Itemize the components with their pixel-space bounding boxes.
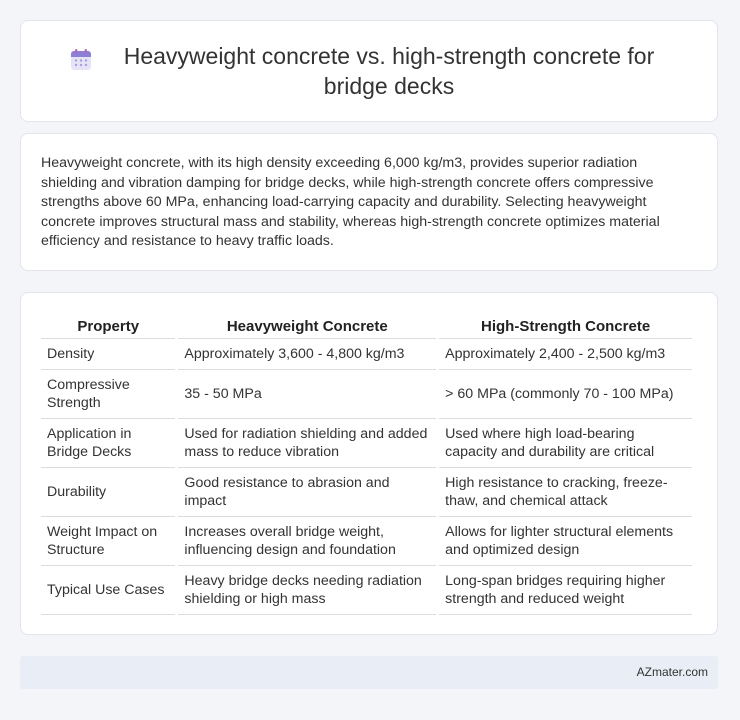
row-high-strength: Long-span bridges requiring higher strength and reduced weight bbox=[439, 566, 692, 615]
table-row bbox=[41, 370, 692, 419]
table-row bbox=[41, 419, 692, 468]
table-row bbox=[41, 566, 692, 615]
row-high-strength: > 60 MPa (commonly 70 - 100 MPa) bbox=[439, 370, 692, 419]
title-card bbox=[20, 20, 718, 122]
row-heavyweight: Good resistance to abrasion and impact bbox=[178, 468, 436, 517]
row-property: Durability bbox=[41, 468, 175, 517]
header-high-strength: High-Strength Concrete bbox=[439, 314, 692, 339]
table-row bbox=[41, 517, 692, 566]
row-heavyweight: Approximately 3,600 - 4,800 kg/m3 bbox=[178, 339, 436, 370]
row-heavyweight: Used for radiation shielding and added mass to reduce vibration bbox=[178, 419, 436, 468]
calendar-icon bbox=[69, 48, 93, 72]
table-header-row bbox=[41, 314, 692, 339]
row-heavyweight: 35 - 50 MPa bbox=[178, 370, 436, 419]
page-title: Heavyweight concrete vs. high-strength concrete for bridge decks bbox=[123, 43, 655, 99]
footer-brand[interactable]: AZmater.com bbox=[636, 665, 708, 679]
comparison-table bbox=[38, 314, 695, 615]
header-heavyweight: Heavyweight Concrete bbox=[178, 314, 436, 339]
row-property: Application in Bridge Decks bbox=[41, 419, 175, 468]
row-property: Compressive Strength bbox=[41, 370, 175, 419]
row-heavyweight: Heavy bridge decks needing radiation shielding or high mass bbox=[178, 566, 436, 615]
summary-text: Heavyweight concrete, with its high density exceeding 6,000 kg/m3, provides superior radiation shielding and vibration damping for bridge decks, while high-strength concrete offers compressive strengths above 60 MPa, enhancing load-carrying capacity and durability. Selecting heavyweight concrete improves structural mass and stability, whereas high-strength concrete optimizes material efficiency and resistance to heavy traffic loads. bbox=[41, 155, 660, 250]
header-property: Property bbox=[41, 314, 175, 339]
summary-card bbox=[20, 133, 718, 271]
table-row bbox=[41, 468, 692, 517]
table-row bbox=[41, 339, 692, 370]
row-high-strength: Used where high load-bearing capacity and durability are critical bbox=[439, 419, 692, 468]
row-heavyweight: Increases overall bridge weight, influencing design and foundation bbox=[178, 517, 436, 566]
row-high-strength: High resistance to cracking, freeze-thaw, and chemical attack bbox=[439, 468, 692, 517]
title-wrap bbox=[69, 41, 669, 101]
row-high-strength: Allows for lighter structural elements and optimized design bbox=[439, 517, 692, 566]
row-property: Density bbox=[41, 339, 175, 370]
row-property: Typical Use Cases bbox=[41, 566, 175, 615]
row-property: Weight Impact on Structure bbox=[41, 517, 175, 566]
footer bbox=[20, 656, 718, 689]
table-card bbox=[20, 292, 718, 635]
row-high-strength: Approximately 2,400 - 2,500 kg/m3 bbox=[439, 339, 692, 370]
